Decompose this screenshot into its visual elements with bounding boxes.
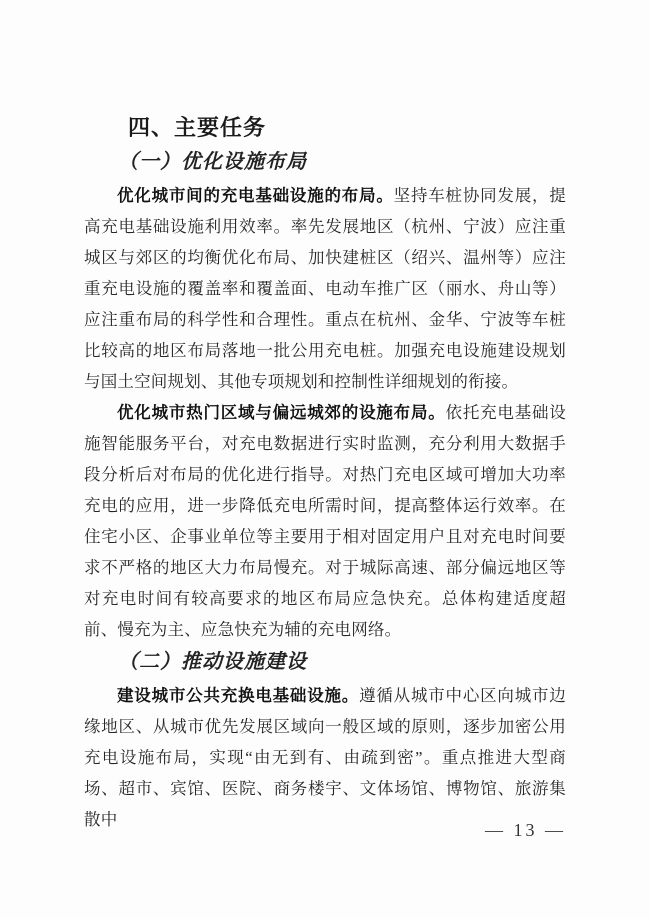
paragraph-2 (84, 397, 566, 645)
section-1-heading: （一）优化设施布局 (118, 151, 307, 173)
page-content (84, 112, 566, 835)
paragraph-2-lead-sentence: 优化城市热门区域与偏远城郊的设施布局。 (117, 403, 446, 422)
paragraph-3-lead-sentence: 建设城市公共充换电基础设施。 (117, 686, 360, 705)
paragraph-1 (84, 180, 566, 397)
paragraph-2-body-text: 依托充电基础设施智能服务平台，对充电数据进行实时监测，充分利用大数据手段分析后对布局的优化进行指导。对热门充电区域可增加大功率充电的应用，进一步降低充电所需时间，提高整体运行效率。在住宅小区、企事业单位等主要用于相对固定用户且对充电时间要求不严格的地区大力布局慢充。对于城际高速、部分偏远地区等对充电时间有较高要求的地区布局应急快充。总体构建适度超前、慢充为主、应急快充为辅的充电网络。 (84, 403, 566, 639)
section-2-heading: （二）推动设施建设 (118, 651, 307, 673)
paragraph-1-lead-sentence: 优化城市间的充电基础设施的布局。 (117, 186, 394, 205)
paragraph-3-body-text: 遵循从城市中心区向城市边缘地区、从城市优先发展区域向一般区域的原则，逐步加密公用充电设施布局，实现“由无到有、由疏到密”。重点推进大型商场、超市、宾馆、医院、商务楼宇、文体场馆、博物馆、旅游集散中 (84, 686, 566, 829)
paragraph-3 (84, 680, 566, 835)
paragraph-1-body-text: 坚持车桩协同发展，提高充电基础设施利用效率。率先发展地区（杭州、宁波）应注重城区与郊区的均衡优化布局、加快建桩区（绍兴、温州等）应注重充电设施的覆盖率和覆盖面、电动车推广区（丽水、舟山等）应注重布局的科学性和合理性。重点在杭州、金华、宁波等车桩比较高的地区布局落地一批公用充电桩。加强充电设施建设规划与国土空间规划、其他专项规划和控制性详细规划的衔接。 (84, 186, 566, 391)
main-heading: 四、主要任务 (128, 116, 267, 141)
page-number: — 13 — (485, 820, 566, 840)
